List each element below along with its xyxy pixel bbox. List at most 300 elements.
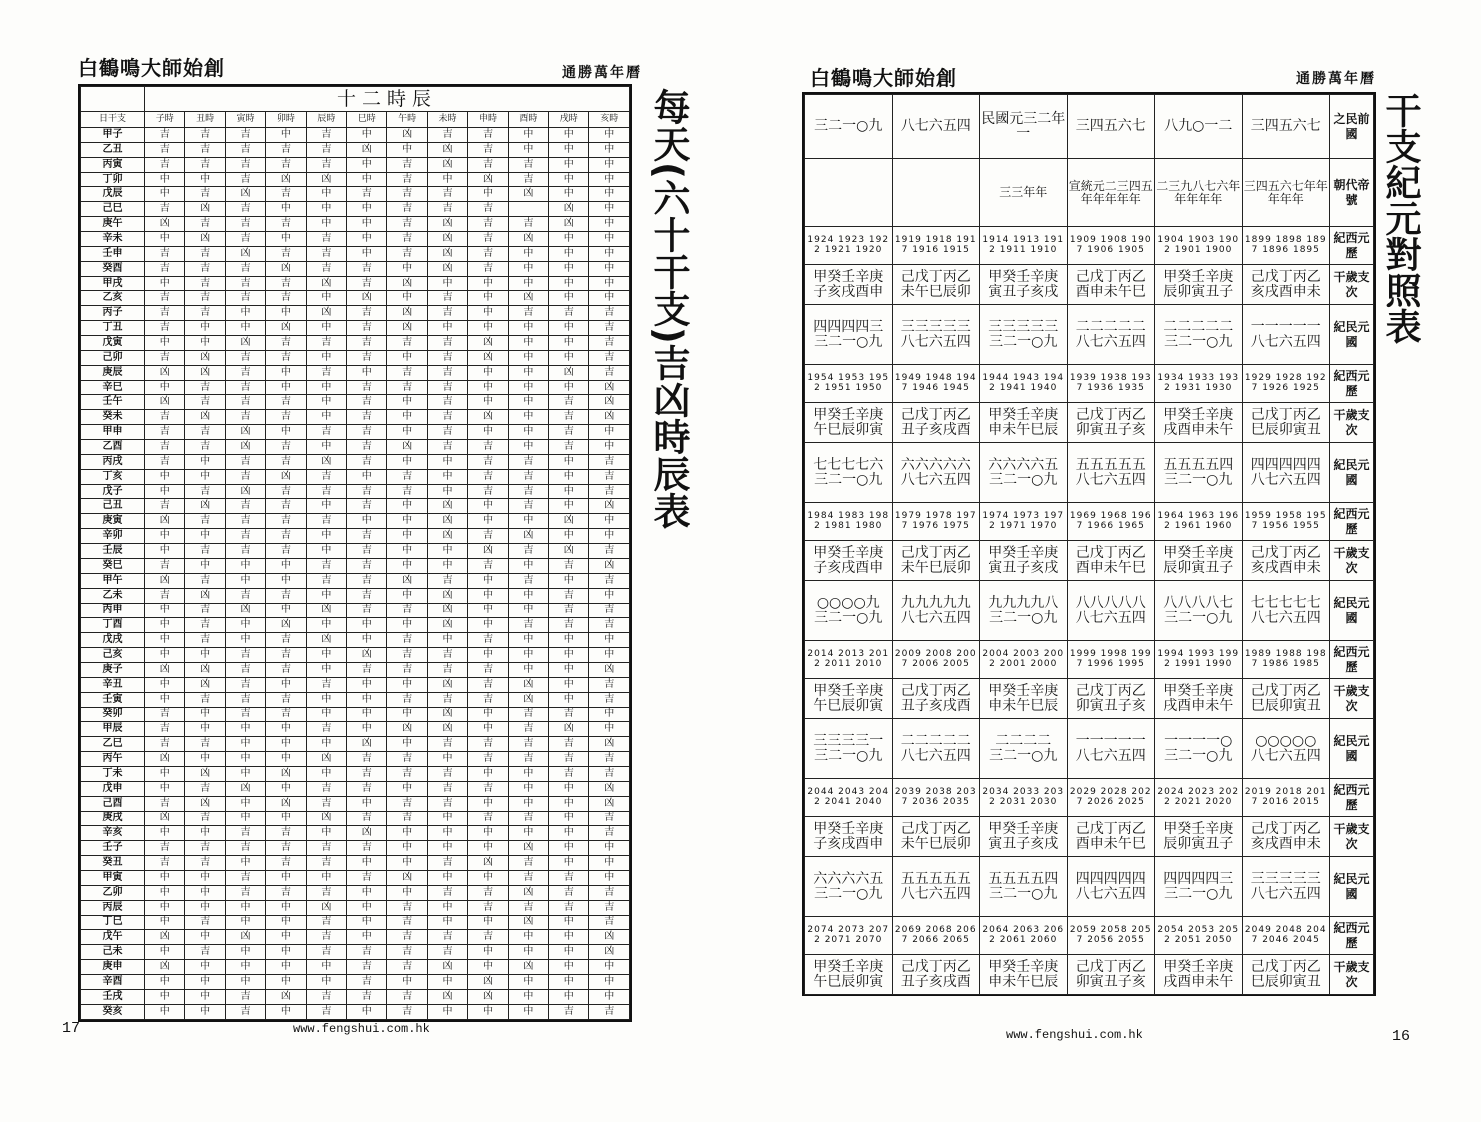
hour-fortune: 中 [468, 306, 508, 321]
hour-fortune: 中 [225, 558, 265, 573]
hour-fortune: 吉 [468, 692, 508, 707]
ganzhi-cell [1067, 541, 1155, 581]
hour-fortune: 吉 [145, 261, 185, 276]
hour-fortune: 吉 [225, 276, 265, 291]
hour-fortune: 中 [145, 870, 185, 885]
hour-fortune: 吉 [549, 395, 589, 410]
hour-fortune: 吉 [347, 350, 387, 365]
hour-fortune: 吉 [145, 588, 185, 603]
dynasty-row-cell [805, 159, 893, 227]
table-row [81, 960, 630, 975]
hour-fortune: 吉 [306, 336, 346, 351]
hour-fortune: 中 [468, 722, 508, 737]
ganzhi-cell [805, 265, 893, 305]
hour-fortune: 中 [145, 633, 185, 648]
western-row-cell: 1914 1913 1912 1911 1910 [980, 227, 1068, 265]
hour-fortune: 中 [306, 960, 346, 975]
western-row-label: 紀西元歷 [1330, 779, 1374, 817]
hour-fortune: 中 [468, 187, 508, 202]
republic-units: 三二一○九 [1164, 747, 1233, 764]
western-row-cell: 2004 2003 2002 2001 2000 [980, 641, 1068, 679]
hour-fortune: 中 [549, 677, 589, 692]
hour-fortune: 吉 [347, 529, 387, 544]
hour-fortune: 中 [549, 781, 589, 796]
republic-tens: ○○○○九 [816, 594, 880, 611]
hour-fortune: 吉 [427, 885, 467, 900]
republic-cell [1155, 581, 1243, 641]
hour-fortune: 中 [145, 380, 185, 395]
hour-fortune: 吉 [225, 544, 265, 559]
hour-fortune: 中 [225, 974, 265, 989]
hour-fortune: 中 [387, 261, 427, 276]
hour-fortune: 吉 [508, 217, 548, 232]
hour-fortune: 吉 [387, 811, 427, 826]
western-row-cell: 1939 1938 1937 1936 1935 [1067, 365, 1155, 403]
ganzhi-cell [805, 403, 893, 443]
hour-fortune: 中 [549, 826, 589, 841]
day-ganzhi: 乙酉 [81, 440, 145, 455]
hour-fortune: 中 [185, 1004, 225, 1019]
hour-fortune: 吉 [549, 1004, 589, 1019]
hour-fortune: 吉 [185, 945, 225, 960]
branches: 酉申未午巳 [1075, 283, 1146, 300]
hour-fortune: 吉 [266, 440, 306, 455]
hour-fortune: 中 [549, 380, 589, 395]
hour-fortune: 中 [468, 766, 508, 781]
table-row [81, 766, 630, 781]
hour-fortune: 吉 [347, 410, 387, 425]
hour-fortune: 中 [145, 232, 185, 247]
dynasty-row-cell: 二三九八七六年年年年年 [1155, 159, 1243, 227]
branches: 丑子亥戌酉 [900, 697, 971, 714]
republic-tens: 五五五五五 [900, 870, 971, 887]
western-row-cell: 1944 1943 1942 1941 1940 [980, 365, 1068, 403]
hour-fortune: 吉 [549, 900, 589, 915]
hour-fortune: 吉 [225, 142, 265, 157]
left-url: www.fengshui.com.hk [293, 1022, 430, 1036]
hour-fortune: 吉 [347, 974, 387, 989]
column-header: 亥時 [589, 112, 630, 128]
hour-fortune: 凶 [185, 410, 225, 425]
hour-fortune: 凶 [145, 573, 185, 588]
hour-fortune: 吉 [427, 365, 467, 380]
hour-fortune: 吉 [225, 588, 265, 603]
hour-fortune: 吉 [427, 291, 467, 306]
day-ganzhi: 己酉 [81, 796, 145, 811]
hour-fortune: 凶 [427, 588, 467, 603]
day-ganzhi: 庚午 [81, 217, 145, 232]
hour-fortune: 吉 [145, 737, 185, 752]
hour-fortune: 吉 [427, 648, 467, 663]
hour-fortune: 吉 [549, 440, 589, 455]
hour-fortune: 中 [427, 558, 467, 573]
table-row [81, 321, 630, 336]
day-ganzhi: 甲午 [81, 573, 145, 588]
western-row-cell: 1984 1983 1982 1981 1980 [805, 503, 893, 541]
hour-fortune: 中 [589, 648, 630, 663]
hour-fortune: 吉 [185, 781, 225, 796]
stems: 己戊丁丙乙 [1250, 406, 1321, 423]
western-row-cell: 1964 1963 1962 1961 1960 [1155, 503, 1243, 541]
hour-fortune: 中 [266, 811, 306, 826]
hour-fortune: 中 [468, 796, 508, 811]
republic-cell [1067, 857, 1155, 917]
hour-fortune: 中 [185, 885, 225, 900]
hour-fortune: 凶 [549, 514, 589, 529]
republic-units: 三二一○九 [1164, 885, 1233, 902]
table-row [81, 648, 630, 663]
western-row-cell: 2044 2043 2042 2041 2040 [805, 779, 893, 817]
hour-fortune: 中 [266, 737, 306, 752]
hour-fortune: 吉 [589, 573, 630, 588]
hour-fortune: 凶 [427, 217, 467, 232]
hour-fortune: 中 [508, 662, 548, 677]
stems: 甲癸壬辛庚 [988, 820, 1059, 837]
hour-fortune: 中 [508, 380, 548, 395]
hour-fortune: 中 [549, 469, 589, 484]
table-row [81, 1004, 630, 1019]
ganzhi-cell [980, 679, 1068, 719]
hour-fortune: 凶 [185, 499, 225, 514]
right-page [740, 0, 1481, 1122]
stems: 甲癸壬辛庚 [988, 406, 1059, 423]
hour-fortune: 中 [387, 781, 427, 796]
table-row [81, 291, 630, 306]
branches: 巳辰卯寅丑 [1250, 421, 1321, 438]
hour-fortune: 中 [145, 900, 185, 915]
hour-fortune: 凶 [306, 603, 346, 618]
republic-cell [892, 581, 980, 641]
hour-fortune: 中 [225, 900, 265, 915]
table-row [81, 410, 630, 425]
branches: 申未午巳辰 [988, 421, 1059, 438]
hour-fortune: 中 [589, 246, 630, 261]
hour-fortune: 中 [589, 440, 630, 455]
hour-fortune: 吉 [468, 232, 508, 247]
hour-fortune: 吉 [347, 573, 387, 588]
hour-fortune: 中 [266, 930, 306, 945]
hour-fortune: 中 [549, 989, 589, 1004]
hour-fortune: 吉 [185, 306, 225, 321]
hour-fortune: 吉 [549, 766, 589, 781]
hour-fortune: 凶 [266, 172, 306, 187]
hour-fortune: 吉 [427, 410, 467, 425]
republic-row [805, 581, 1374, 641]
republic-cell [980, 857, 1068, 917]
hour-fortune: 中 [306, 350, 346, 365]
hour-fortune: 吉 [508, 722, 548, 737]
hour-fortune: 中 [306, 870, 346, 885]
hour-fortune: 中 [549, 232, 589, 247]
ganzhi-cell [980, 265, 1068, 305]
hour-fortune: 吉 [387, 752, 427, 767]
hour-fortune: 吉 [266, 707, 306, 722]
hour-fortune: 吉 [427, 692, 467, 707]
ganzhi-row [805, 955, 1374, 995]
republic-tens: 二二二二二 [1075, 318, 1146, 335]
hour-fortune: 凶 [427, 142, 467, 157]
dynasty-row-cell: 三三年年 [980, 159, 1068, 227]
day-ganzhi: 乙亥 [81, 291, 145, 306]
hour-fortune: 吉 [508, 618, 548, 633]
day-ganzhi: 丙戌 [81, 454, 145, 469]
hour-fortune: 中 [387, 677, 427, 692]
hour-fortune: 吉 [508, 856, 548, 871]
hour-fortune: 吉 [468, 484, 508, 499]
hour-fortune: 中 [185, 529, 225, 544]
table-row [81, 157, 630, 172]
hour-fortune: 中 [549, 648, 589, 663]
day-ganzhi: 壬申 [81, 246, 145, 261]
hour-fortune: 中 [427, 276, 467, 291]
hour-fortune: 吉 [266, 588, 306, 603]
republic-cell [1242, 719, 1330, 779]
hour-fortune: 中 [266, 202, 306, 217]
hour-fortune: 吉 [387, 172, 427, 187]
hour-fortune: 中 [185, 469, 225, 484]
table-row [81, 142, 630, 157]
republic-tens: 三三三三三 [988, 318, 1059, 335]
table-row [81, 558, 630, 573]
table-row [81, 588, 630, 603]
branches: 卯寅丑子亥 [1075, 973, 1146, 990]
ganzhi-cell [892, 955, 980, 995]
hour-fortune: 吉 [145, 306, 185, 321]
day-ganzhi: 丁巳 [81, 915, 145, 930]
hour-fortune: 中 [508, 588, 548, 603]
hour-fortune: 吉 [185, 603, 225, 618]
day-ganzhi: 甲子 [81, 128, 145, 143]
hour-fortune: 吉 [468, 202, 508, 217]
republic-units: 三二一○九 [814, 333, 883, 350]
hour-fortune: 吉 [508, 573, 548, 588]
hour-fortune: 吉 [185, 261, 225, 276]
table-row [81, 722, 630, 737]
hour-fortune: 中 [387, 291, 427, 306]
branches: 酉申未午巳 [1075, 559, 1146, 576]
republic-cell [1067, 581, 1155, 641]
table-row [81, 440, 630, 455]
hour-fortune: 吉 [387, 633, 427, 648]
hour-fortune: 吉 [225, 870, 265, 885]
right-header-title: 白鶴鳴大師始創 [810, 66, 957, 90]
hour-fortune: 吉 [185, 737, 225, 752]
hour-fortune: 中 [387, 618, 427, 633]
hour-fortune: 中 [468, 380, 508, 395]
hour-fortune: 凶 [468, 410, 508, 425]
hour-fortune: 中 [549, 484, 589, 499]
hour-fortune: 吉 [306, 157, 346, 172]
ganzhi-label: 干歲支次 [1330, 403, 1374, 443]
hour-fortune: 吉 [225, 128, 265, 143]
left-page [0, 0, 740, 1122]
hour-fortune: 吉 [347, 945, 387, 960]
ganzhi-cell [892, 679, 980, 719]
hour-fortune: 中 [306, 974, 346, 989]
republic-label: 紀民元國 [1330, 581, 1374, 641]
hour-fortune: 吉 [306, 796, 346, 811]
hour-fortune: 中 [185, 321, 225, 336]
branches: 酉申未午巳 [1075, 835, 1146, 852]
hour-fortune: 吉 [347, 752, 387, 767]
hour-fortune: 吉 [145, 425, 185, 440]
hour-fortune: 吉 [468, 737, 508, 752]
hour-fortune: 中 [549, 246, 589, 261]
republic-tens: 三三三三一 [813, 732, 884, 749]
hour-fortune: 中 [387, 499, 427, 514]
day-ganzhi: 己丑 [81, 499, 145, 514]
hour-fortune: 中 [185, 172, 225, 187]
branches: 戌酉申未午 [1163, 421, 1234, 438]
hour-fortune: 吉 [468, 781, 508, 796]
hour-fortune: 中 [347, 900, 387, 915]
hour-fortune: 中 [266, 781, 306, 796]
hour-fortune: 中 [225, 945, 265, 960]
hour-fortune: 中 [549, 841, 589, 856]
hour-fortune: 凶 [306, 306, 346, 321]
pre-republic-row-cell: 三四五六七 [1067, 95, 1155, 159]
hour-fortune: 吉 [185, 425, 225, 440]
hour-fortune: 吉 [508, 900, 548, 915]
day-ganzhi: 丁亥 [81, 469, 145, 484]
republic-units: 八七六五四 [1075, 471, 1146, 488]
republic-units: 三二一○九 [1164, 333, 1233, 350]
hour-fortune: 吉 [266, 648, 306, 663]
table-row [81, 336, 630, 351]
western-row-cell: 2074 2073 2072 2071 2070 [805, 917, 893, 955]
right-page-number: 16 [1392, 1028, 1411, 1045]
hour-fortune: 吉 [387, 989, 427, 1004]
branches: 寅丑子亥戌 [988, 835, 1059, 852]
republic-cell [1067, 719, 1155, 779]
hour-fortune: 吉 [347, 558, 387, 573]
hour-fortune: 吉 [347, 276, 387, 291]
day-ganzhi: 丁卯 [81, 172, 145, 187]
ganzhi-cell [805, 679, 893, 719]
left-header-brand: 通勝萬年曆 [562, 65, 642, 81]
hour-fortune: 吉 [589, 618, 630, 633]
hour-fortune: 凶 [225, 336, 265, 351]
hour-fortune: 凶 [387, 573, 427, 588]
western-row-cell: 1904 1903 1902 1901 1900 [1155, 227, 1243, 265]
hour-fortune: 凶 [589, 395, 630, 410]
hour-fortune: 吉 [589, 469, 630, 484]
hour-fortune: 吉 [549, 870, 589, 885]
hour-fortune: 吉 [387, 1004, 427, 1019]
hour-fortune: 吉 [589, 766, 630, 781]
republic-cell [805, 305, 893, 365]
table-row [81, 484, 630, 499]
hour-fortune: 中 [306, 826, 346, 841]
stems: 甲癸壬辛庚 [988, 268, 1059, 285]
hour-fortune: 凶 [185, 232, 225, 247]
hour-fortune: 凶 [508, 677, 548, 692]
hour-fortune: 中 [427, 454, 467, 469]
hour-fortune: 中 [549, 915, 589, 930]
hour-fortune: 吉 [589, 321, 630, 336]
hour-fortune: 吉 [347, 261, 387, 276]
corner-blank [81, 87, 145, 112]
hour-fortune: 凶 [468, 350, 508, 365]
hour-fortune: 吉 [225, 350, 265, 365]
hour-fortune: 中 [589, 707, 630, 722]
hour-fortune: 吉 [225, 707, 265, 722]
table-row [81, 128, 630, 143]
hour-fortune: 吉 [387, 232, 427, 247]
hour-fortune: 凶 [508, 692, 548, 707]
day-ganzhi: 己卯 [81, 350, 145, 365]
hour-fortune: 吉 [225, 499, 265, 514]
hour-fortune: 吉 [225, 202, 265, 217]
hour-fortune: 中 [306, 410, 346, 425]
table-row [81, 573, 630, 588]
hour-fortune: 中 [549, 157, 589, 172]
stems: 己戊丁丙乙 [1075, 820, 1146, 837]
hour-fortune: 中 [508, 410, 548, 425]
day-ganzhi: 丁丑 [81, 321, 145, 336]
hour-fortune: 中 [306, 217, 346, 232]
hour-fortune: 吉 [225, 410, 265, 425]
stems: 己戊丁丙乙 [1250, 682, 1321, 699]
hour-fortune: 吉 [427, 425, 467, 440]
hour-fortune: 吉 [468, 558, 508, 573]
ganzhi-cell [805, 817, 893, 857]
republic-tens: 六六六六五 [813, 870, 884, 887]
hour-fortune: 中 [266, 380, 306, 395]
hour-fortune: 中 [549, 350, 589, 365]
ganzhi-cell [1242, 817, 1330, 857]
ganzhi-cell [805, 955, 893, 995]
hour-fortune: 中 [306, 499, 346, 514]
republic-cell [805, 719, 893, 779]
left-vertical-title: 每天(六十干支)吉凶時辰表 [647, 88, 690, 529]
hour-fortune: 吉 [589, 454, 630, 469]
hour-fortune: 中 [387, 974, 427, 989]
hour-fortune: 中 [589, 633, 630, 648]
republic-units: 三二一○九 [989, 747, 1058, 764]
hour-fortune: 吉 [266, 826, 306, 841]
group-header: 十二時辰 [145, 87, 630, 112]
pre-republic-row-cell: 民國元三二年一 [980, 95, 1068, 159]
hour-fortune: 吉 [225, 365, 265, 380]
hour-fortune: 吉 [266, 544, 306, 559]
hour-fortune: 中 [145, 469, 185, 484]
table-row [81, 915, 630, 930]
hour-fortune: 中 [347, 692, 387, 707]
table-row [81, 930, 630, 945]
hour-fortune: 凶 [468, 336, 508, 351]
hour-fortune: 凶 [508, 232, 548, 247]
hour-fortune: 吉 [347, 484, 387, 499]
ganzhi-cell [892, 817, 980, 857]
hour-fortune: 吉 [266, 142, 306, 157]
hour-fortune: 凶 [347, 648, 387, 663]
day-ganzhi: 丙申 [81, 603, 145, 618]
hour-fortune: 中 [306, 291, 346, 306]
stems: 甲癸壬辛庚 [813, 820, 884, 837]
branches: 辰卯寅丑子 [1163, 835, 1234, 852]
hour-fortune: 中 [508, 826, 548, 841]
day-ganzhi: 戊子 [81, 484, 145, 499]
hour-fortune: 中 [549, 856, 589, 871]
dynasty-row [805, 159, 1374, 227]
hour-fortune: 吉 [145, 707, 185, 722]
republic-cell [980, 443, 1068, 503]
hour-fortune: 吉 [266, 484, 306, 499]
hour-fortune: 凶 [145, 395, 185, 410]
hour-fortune: 凶 [427, 499, 467, 514]
republic-units: 八七六五四 [1075, 885, 1146, 902]
